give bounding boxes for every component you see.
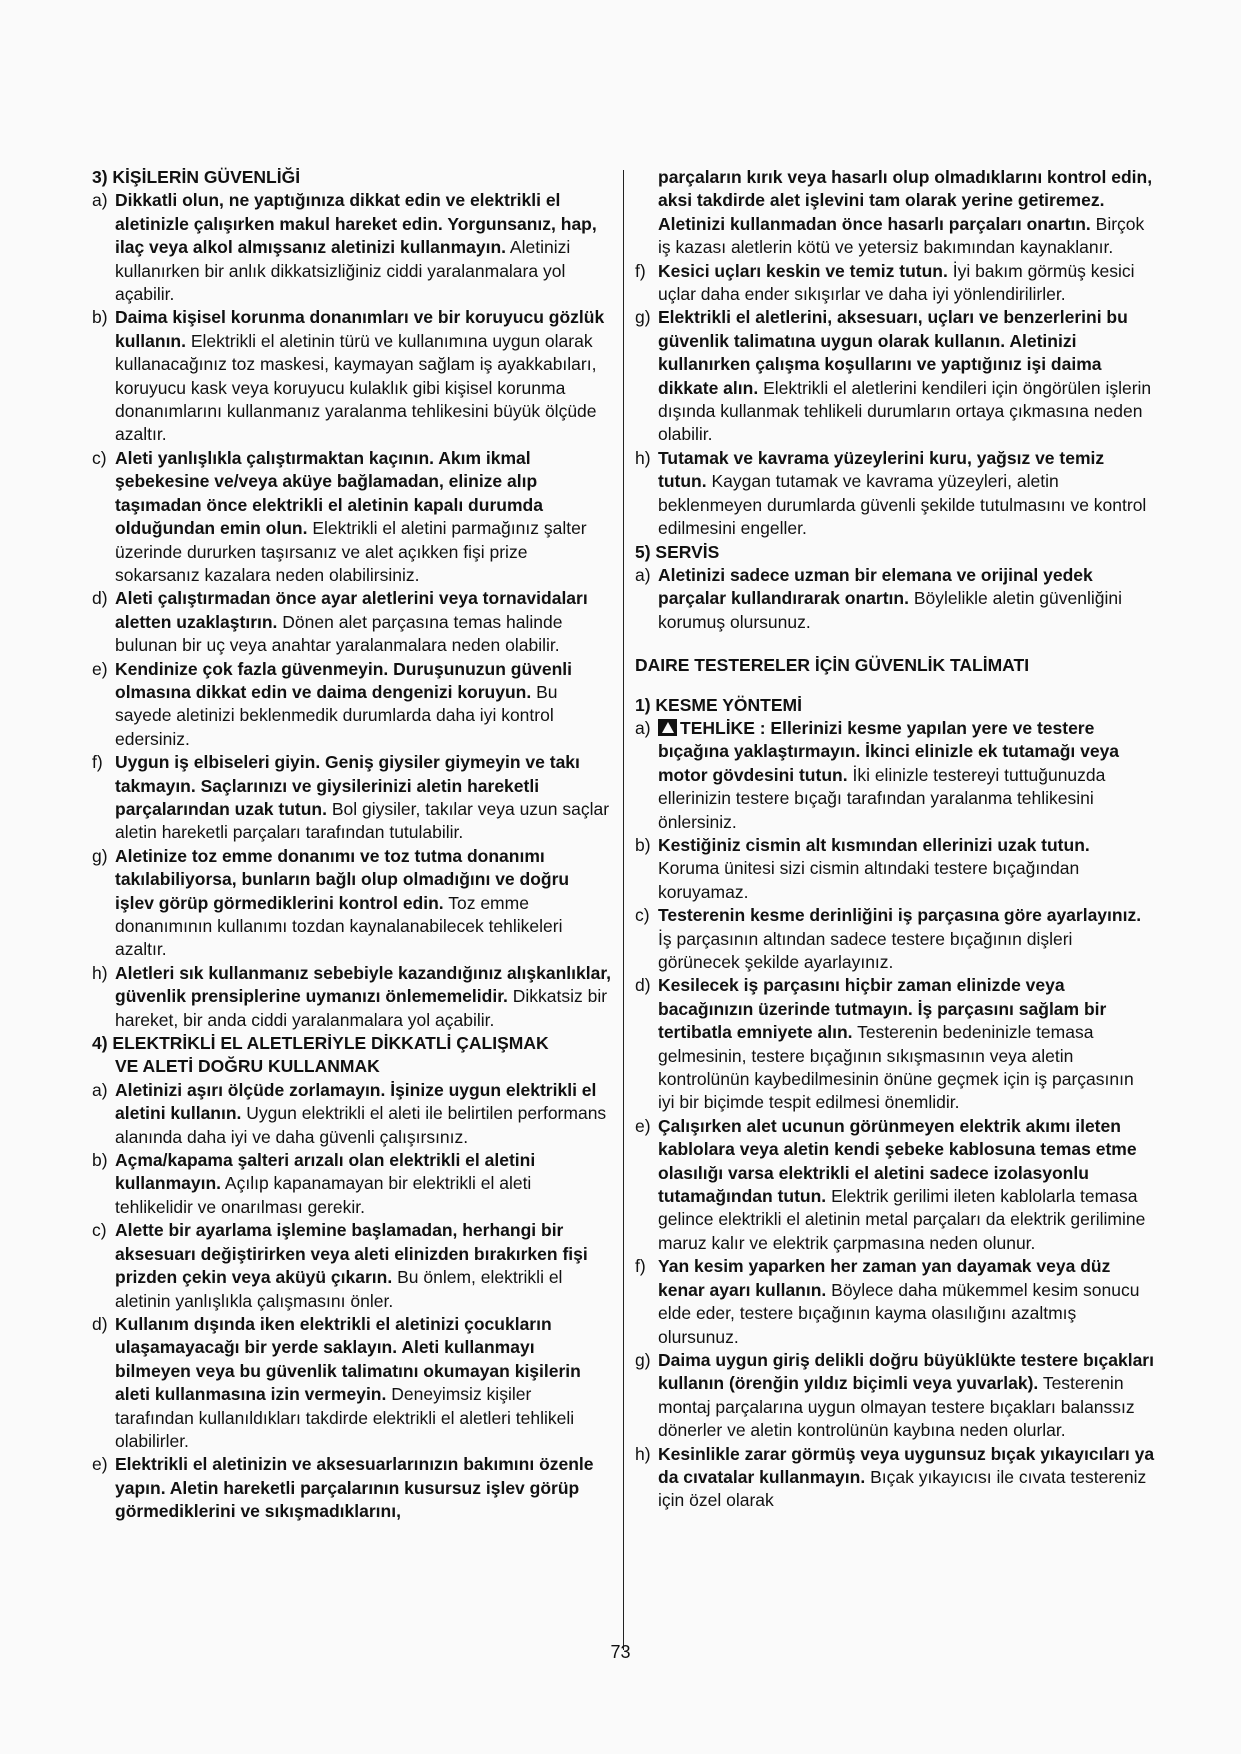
list-item: c) Alette bir ayarlama işlemine başlamadan, herhangi bir aksesuarı değiştirirken veya aleti elinizden bırakırken fişi prizden çekin veya aküyü çıkarın. Bu önlem, elektrikli el aletinin yanlışlıkla çalışmasını önler.	[92, 1220, 588, 1311]
list-item: a) Dikkatli olun, ne yaptığınıza dikkat edin ve elektrikli el aletinizle çalışırken makul hareket edin. Yorgunsanız, hap, ilaç veya alkol almışsanız aletinizi kullanmayın. Aletinizi kullanırken bir anlık dikkatsizliğiniz ciddi yaralanmalara yol açabilir.	[92, 190, 597, 305]
list-item: a) Aletinizi sadece uzman bir elemana ve orijinal yedek parçalar kullandırarak onartın. Böylelikle aletin güvenliğini korumuş olursunuz.	[635, 564, 1122, 632]
list-item: f) Kesici uçları keskin ve temiz tutun. İyi bakım görmüş kesici uçlar daha ender sıkışırlar ve daha iyi yönlendirilirler.	[635, 260, 1135, 305]
section-4-title-line2: VE ALETİ DOĞRU KULLANMAK	[115, 1056, 380, 1077]
list-item: e) Kendinize çok fazla güvenmeyin. Duruşunuzun güvenli olmasına dikkat edin ve daima dengenizi koruyun. Bu sayede aletinizi beklenmedik durumlarda daha iyi kontrol edersiniz.	[92, 658, 573, 749]
right-column	[635, 166, 1155, 1513]
list-item: a) TEHLİKE : Ellerinizi kesme yapılan yere ve testere bıçağına yaklaştırmayın. İkinci elinizle ek tutamağı veya motor gövdesini tutun. İki elinizle testereyi tuttuğunuzda ellerinizin testere bıçağı tarafından yaralanma tehlikesini önlersiniz.	[635, 717, 1120, 832]
list-item: d) Kullanım dışında iken elektrikli el aletinizi çocukların ulaşamayacağı bir yerde saklayın. Aleti kullanmayı bilmeyen veya bu güvenlik talimatını okumayan kişilerin aleti kullanmasına izin vermeyin. Deneyimsiz kişiler tarafından kullanıldıkları takdirde elektrikli el aletleri tehlikeli olabilirler.	[92, 1313, 581, 1451]
list-item: b) Daima kişisel korunma donanımları ve bir koruyucu gözlük kullanın. Elektrikli el aletinin türü ve kullanımına uygun olarak kullanacağınız toz maskesi, kaymayan sağlam iş ayakkabıları, koruyucu kask veya koruyucu kulaklık gibi kişisel korunma donanımlarını kullanmanız yaralanma tehlikesini büyük ölçüde azaltır.	[92, 307, 605, 445]
list-item: f) Uygun iş elbiseleri giyin. Geniş giysiler giymeyin ve takı takmayın. Saçlarınızı ve giysilerinizi aletin hareketli parçalarından uzak tutun. Bol giysiler, takılar veya uzun saçlar aletin hareketli parçaları tarafından tutulabilir.	[92, 752, 610, 843]
list-item: d) Kesilecek iş parçasını hiçbir zaman elinizde veya bacağınızın üzerinde tutmayın. İş parçasını sağlam bir tertibatla emniyete alın. Testerenin bedeninizle temasa gelmesinin, testere bıçağının sıkışmasının veya aletin kontrolünün kaybedilmesinin önüne geçmek için iş parçasının iyi bir biçimde tespit edilmesi önemlidir.	[635, 975, 1134, 1113]
list-item: g) Aletinize toz emme donanımı ve toz tutma donanımı takılabiliyorsa, bunların bağlı olup olmadığını ve doğru işlev görüp görmediklerini kontrol edin. Toz emme donanımının kullanımı tozdan kaynalanabilecek tehlikeleri azaltır.	[92, 845, 570, 960]
list-item: h) Aletleri sık kullanmanız sebebiyle kazandığınız alışkanlıklar, güvenlik prensiplerine uymanızı önlememelidir. Dikkatsiz bir hareket, bir anda ciddi yaralanmalara yol açabilir.	[92, 962, 612, 1030]
section-5-title: 5) SERVİS	[635, 541, 720, 562]
list-item: b) Kestiğiniz cismin alt kısmından ellerinizi uzak tutun. Koruma ünitesi sizi cismin altındaki testere bıçağından koruyamaz.	[635, 834, 1090, 902]
list-item: e) Çalışırken alet ucunun görünmeyen elektrik akımı ileten kablolara veya aletin kendi şebeke kablosuna temas etme olasılığı varsa elektrikli el aletini sadece izolasyonlu tutamağından tutun. Elektrik gerilimi ileten kablolarla temasa gelince elektrikli el aletinin metal parçaları da elektrik gerilimine maruz kalır ve elektrik çarpmasına neden olunur.	[635, 1115, 1146, 1253]
left-column	[92, 166, 612, 1524]
list-item: c) Aleti yanlışlıkla çalıştırmaktan kaçının. Akım ikmal şebekesine ve/veya aküye bağlamadan, elinize alıp taşımadan önce elektrikli el aletinin kapalı durumda olduğundan emin olun. Elektrikli el aletini parmağınız şalter üzerinde dururken taşırsanız ve alet açıkken fişi prize sokarsanız kazalara neden olabilirsiniz.	[92, 447, 587, 585]
column-divider	[623, 170, 624, 1650]
list-item: g) Elektrikli el aletlerini, aksesuarı, uçları ve benzerlerini bu güvenlik talimatına uygun olarak kullanın. Aletinizi kullanırken çalışma koşullarını ve yaptığınız işi daima dikkate alın. Elektrikli el aletlerini kendileri için öngörülen işlerin dışında kullanmak tehlikeli durumların ortaya çıkmasına neden olabilir.	[635, 307, 1152, 445]
list-item-continuation: parçaların kırık veya hasarlı olup olmadıklarını kontrol edin, aksi takdirde alet işlevini tam olarak yerine getiremez. Aletinizi kullanmadan önce hasarlı parçaları onartın. Birçok iş kazası aletlerin kötü ve yetersiz bakımından kaynaklanır.	[658, 167, 1153, 258]
list-item: g) Daima uygun giriş delikli doğru büyüklükte testere bıçakları kullanın (örenğin yıldız biçimli veya yuvarlak). Testerenin montaj parçalarına uygun olmayan testere bıçakları balanssız dönerler ve aletin kontrolünün kaybına neden olurlar.	[635, 1349, 1154, 1441]
circular-saw-safety-title: DAIRE TESTERELER İÇİN GÜVENLİK TALİMATI	[635, 655, 1030, 676]
list-item: h) Tutamak ve kavrama yüzeylerini kuru, yağsız ve temiz tutun. Kaygan tutamak ve kavrama yüzeyleri, aletin beklenmeyen durumlarda güvenli şekilde tutulmasını ve kontrol edilmesini engeller.	[635, 447, 1147, 539]
section-4-title: 4) ELEKTRİKLİ EL ALETLERİYLE DİKKATLİ ÇALIŞMAK	[92, 1033, 549, 1054]
section-3-title: 3) KİŞİLERİN GÜVENLİĞİ	[92, 167, 301, 187]
cutting-method-title: 1) KESME YÖNTEMİ	[635, 694, 802, 715]
warning-hand-icon	[658, 719, 677, 736]
list-item: e) Elektrikli el aletinizin ve aksesuarlarınızın bakımını özenle yapın. Aletin hareketli parçalarının kusursuz işlev görüp görmediklerini ve sıkışmadıklarını,	[92, 1454, 594, 1522]
list-item: f) Yan kesim yaparken her zaman yan dayamak veya düz kenar ayarı kullanın. Böylece daha mükemmel kesim sonucu elde eder, testere bıçağının kayma olasılığını azaltmış olursunuz.	[635, 1256, 1140, 1347]
list-item: b) Açma/kapama şalteri arızalı olan elektrikli el aletini kullanmayın. Açılıp kapanamayan bir elektrikli el aleti tehlikelidir ve onarılması gerekir.	[92, 1150, 536, 1217]
list-item: h) Kesinlikle zarar görmüş veya uygunsuz bıçak yıkayıcıları ya da cıvatalar kullanmayın. Bıçak yıkayıcısı ile cıvata testereniz için özel olarak	[635, 1443, 1155, 1511]
list-item: a) Aletinizi aşırı ölçüde zorlamayın. İşinize uygun elektrikli el aletini kullanın. Uygun elektrikli el aleti ile belirtilen performans alanında daha iyi ve daha güvenli çalışırsınız.	[92, 1079, 607, 1147]
page-number: 73	[610, 1642, 631, 1662]
list-item: d) Aleti çalıştırmadan önce ayar aletlerini veya tornavidaları aletten uzaklaştırın. Dönen alet parçasına temas halinde bulunan bir uç veya anahtar yaralanmalara neden olabilir.	[92, 588, 588, 656]
list-item: c) Testerenin kesme derinliğini iş parçasına göre ayarlayınız. İş parçasının altından sadece testere bıçağının dişleri görünecek şekilde ayarlayınız.	[635, 905, 1142, 972]
